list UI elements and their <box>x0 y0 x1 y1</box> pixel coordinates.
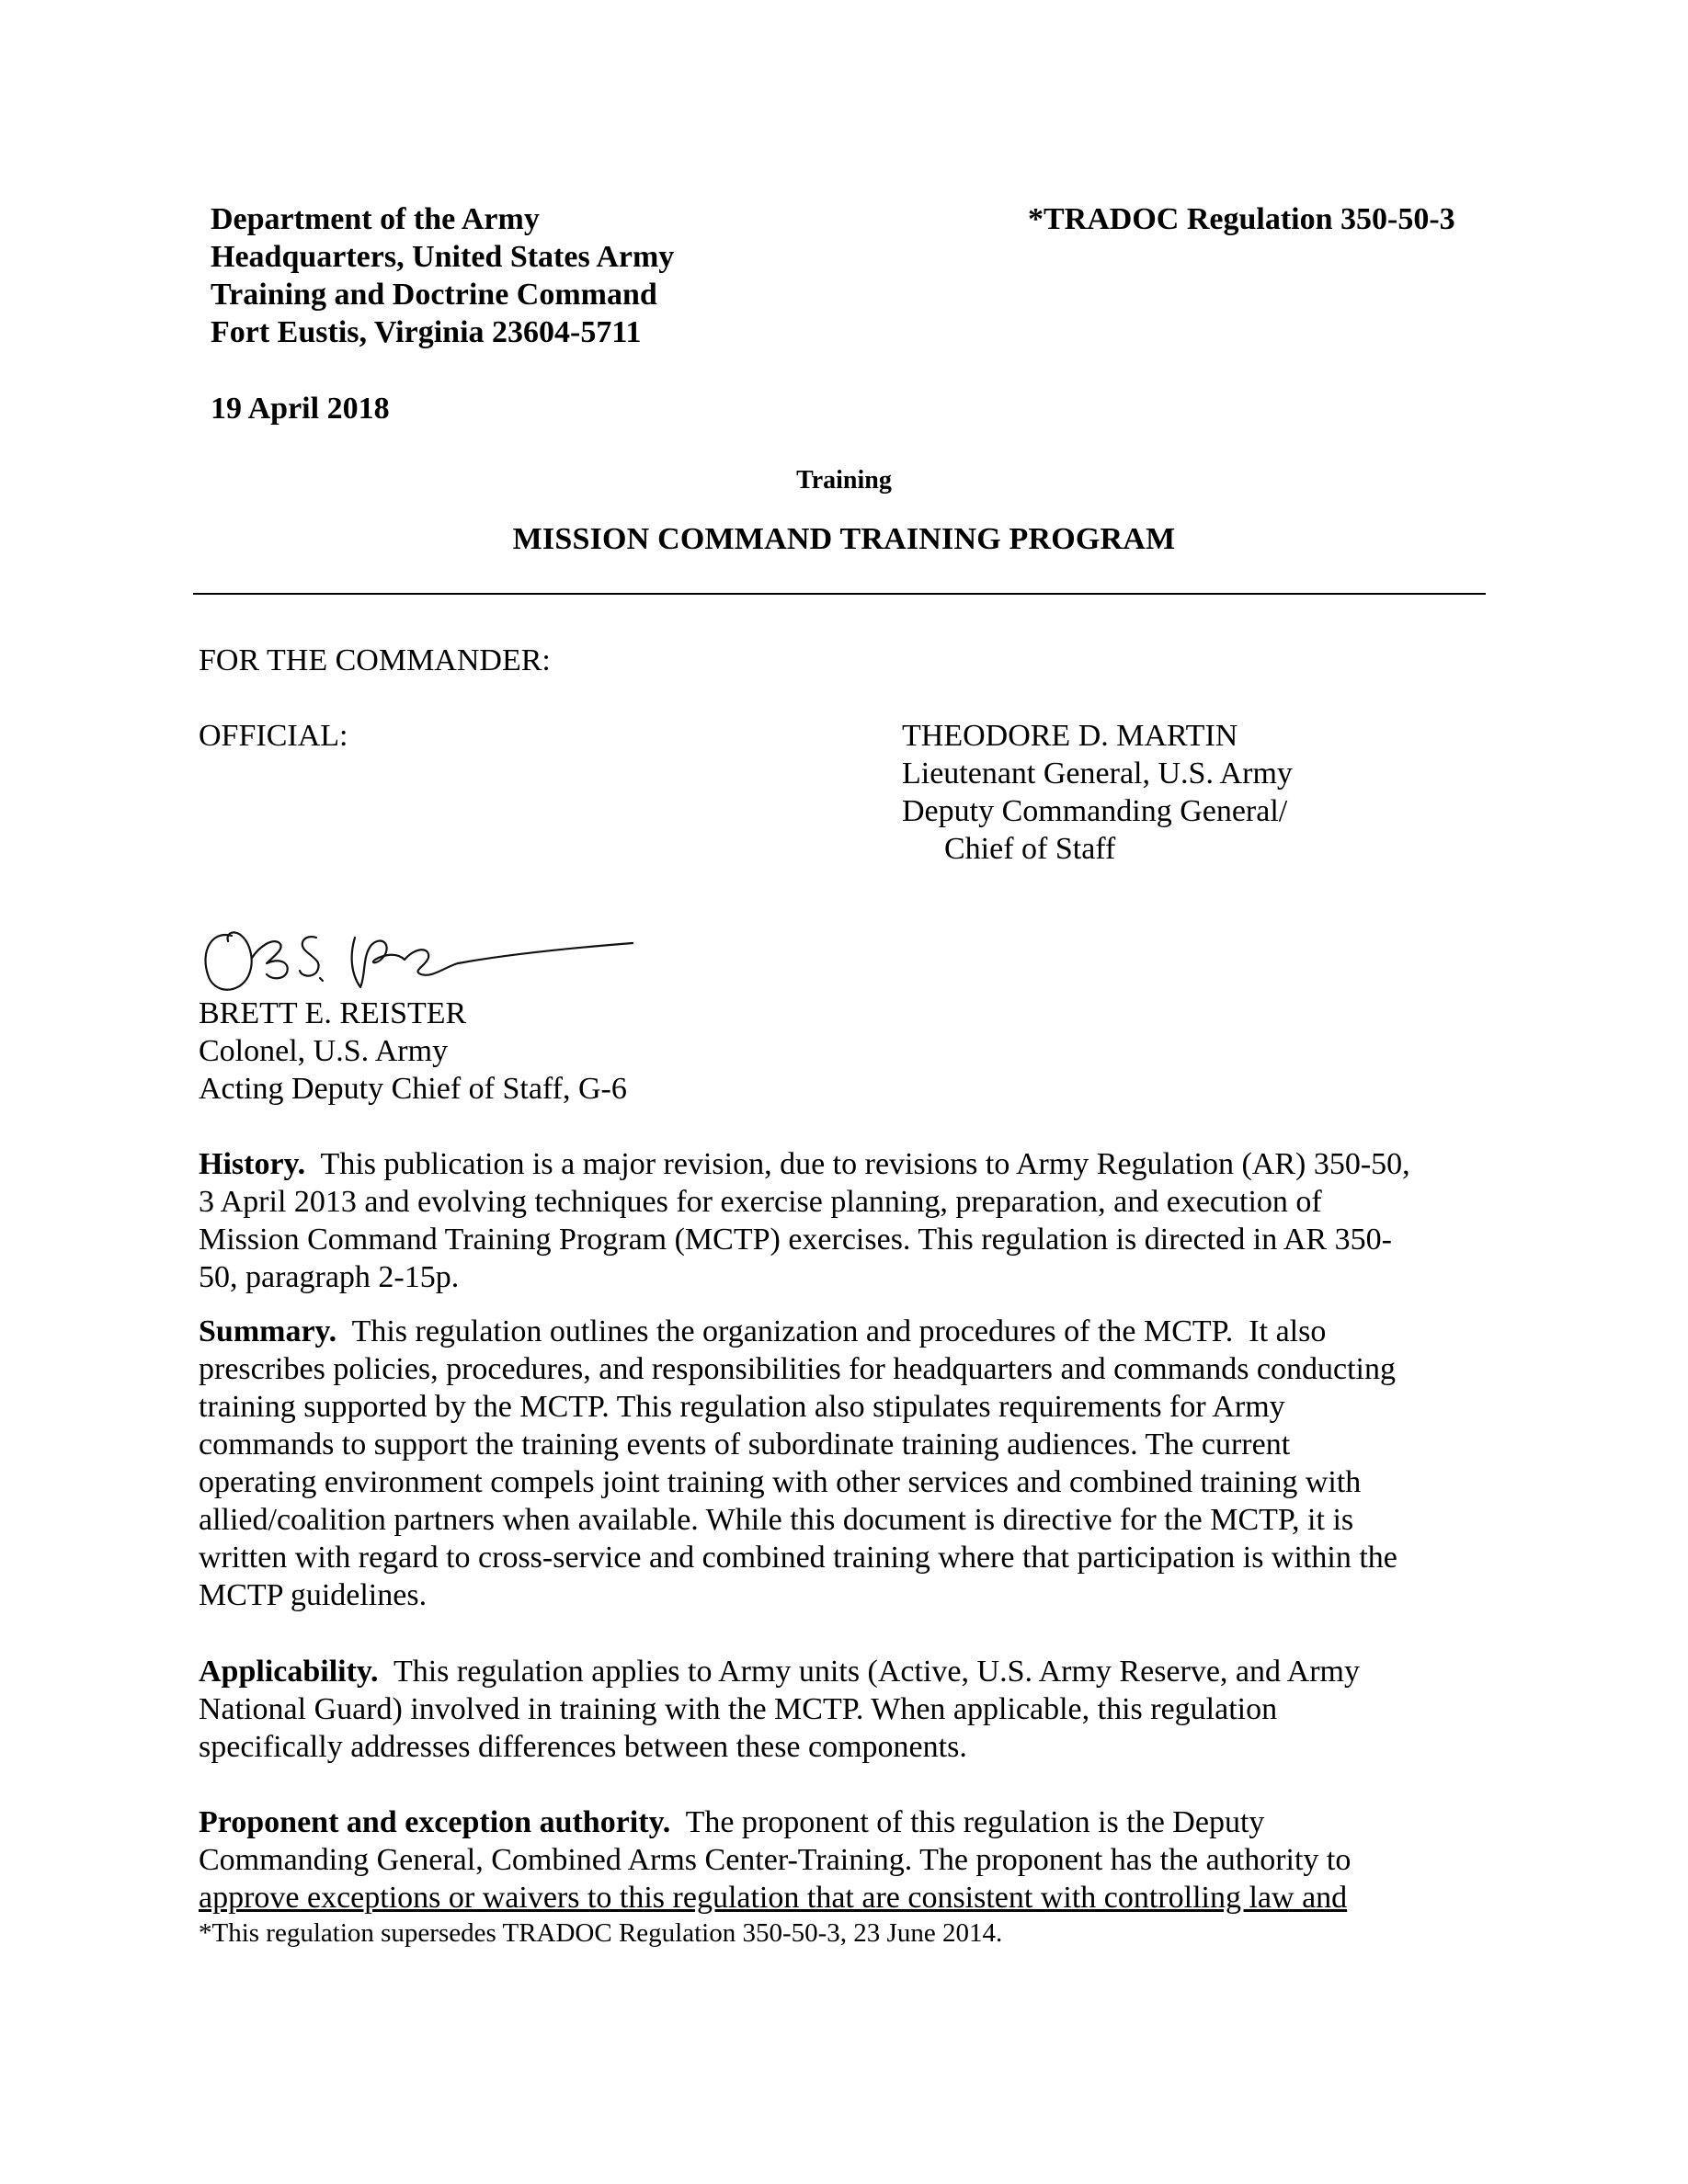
proponent-text: approve exceptions or waivers to this regulation that are consistent with controlling law and <box>199 1881 1348 1915</box>
applicability-text: This regulation applies to Army units (Active, U.S. Army Reserve, and Army <box>378 1655 1360 1689</box>
summary-text: MCTP guidelines. <box>199 1578 428 1612</box>
org-line: Training and Doctrine Command <box>211 278 657 312</box>
applicability-text: specifically addresses differences between these components. <box>199 1730 967 1764</box>
summary-text: prescribes policies, procedures, and responsibilities for headquarters and commands conducting <box>199 1352 1396 1386</box>
primary-signer-block <box>902 717 1293 868</box>
official-signer-rank: Colonel, U.S. Army <box>199 1034 449 1068</box>
proponent-section <box>199 1803 1495 1917</box>
proponent-text: Commanding General, Combined Arms Center-Training. The proponent has the authority to <box>199 1843 1352 1877</box>
publication-date: 19 April 2018 <box>211 392 390 426</box>
supersession-footnote: *This regulation supersedes TRADOC Regulation 350-50-3, 23 June 2014. <box>199 1918 1003 1948</box>
document-category: Training <box>796 466 892 495</box>
summary-section <box>199 1313 1495 1614</box>
issuing-organization <box>211 200 674 351</box>
official-signer-title: Acting Deputy Chief of Staff, G-6 <box>199 1072 627 1106</box>
applicability-text: National Guard) involved in training with the MCTP. When applicable, this regulation <box>199 1692 1278 1726</box>
primary-signer-name: THEODORE D. MARTIN <box>902 719 1238 753</box>
summary-text: allied/coalition partners when available. While this document is directive for the MCTP, it is <box>199 1503 1354 1537</box>
history-text: This publication is a major revision, due to revisions to Army Regulation (AR) 350-50, <box>305 1147 1410 1181</box>
primary-signer-title: Deputy Commanding General/ <box>902 794 1288 828</box>
official-signer-block <box>199 995 627 1108</box>
official-signer-name: BRETT E. REISTER <box>199 996 467 1030</box>
history-text: Mission Command Training Program (MCTP) exercises. This regulation is directed in AR 350- <box>199 1223 1392 1257</box>
summary-text: This regulation outlines the organization and procedures of the MCTP. It also <box>336 1314 1327 1348</box>
org-line: Headquarters, United States Army <box>211 240 675 274</box>
official-label: OFFICIAL: <box>199 719 348 753</box>
summary-heading: Summary. <box>199 1314 337 1348</box>
for-the-commander-label: FOR THE COMMANDER: <box>199 643 551 677</box>
org-line: Fort Eustis, Virginia 23604-5711 <box>211 315 642 349</box>
history-text: 3 April 2013 and evolving techniques for exercise planning, preparation, and execution of <box>199 1185 1322 1219</box>
summary-text: written with regard to cross-service and combined training where that participation is within the <box>199 1541 1397 1575</box>
proponent-heading: Proponent and exception authority. <box>199 1805 671 1839</box>
history-section <box>199 1145 1495 1296</box>
applicability-heading: Applicability. <box>199 1655 379 1689</box>
org-line: Department of the Army <box>211 202 540 236</box>
summary-text: commands to support the training events of subordinate training audiences. The current <box>199 1428 1291 1462</box>
document-title: MISSION COMMAND TRAINING PROGRAM <box>512 522 1176 556</box>
regulation-number: *TRADOC Regulation 350-50-3 <box>1028 202 1455 236</box>
primary-signer-title-continued: Chief of Staff <box>944 832 1116 866</box>
primary-signer-rank: Lieutenant General, U.S. Army <box>902 756 1293 791</box>
summary-text: operating environment compels joint training with other services and combined training with <box>199 1465 1362 1499</box>
title-divider <box>193 593 1486 595</box>
summary-text: training supported by the MCTP. This regulation also stipulates requirements for Army <box>199 1390 1285 1424</box>
proponent-text: The proponent of this regulation is the Deputy <box>670 1805 1265 1839</box>
history-heading: History. <box>199 1147 306 1181</box>
applicability-section <box>199 1653 1495 1766</box>
history-text: 50, paragraph 2-15p. <box>199 1260 460 1294</box>
